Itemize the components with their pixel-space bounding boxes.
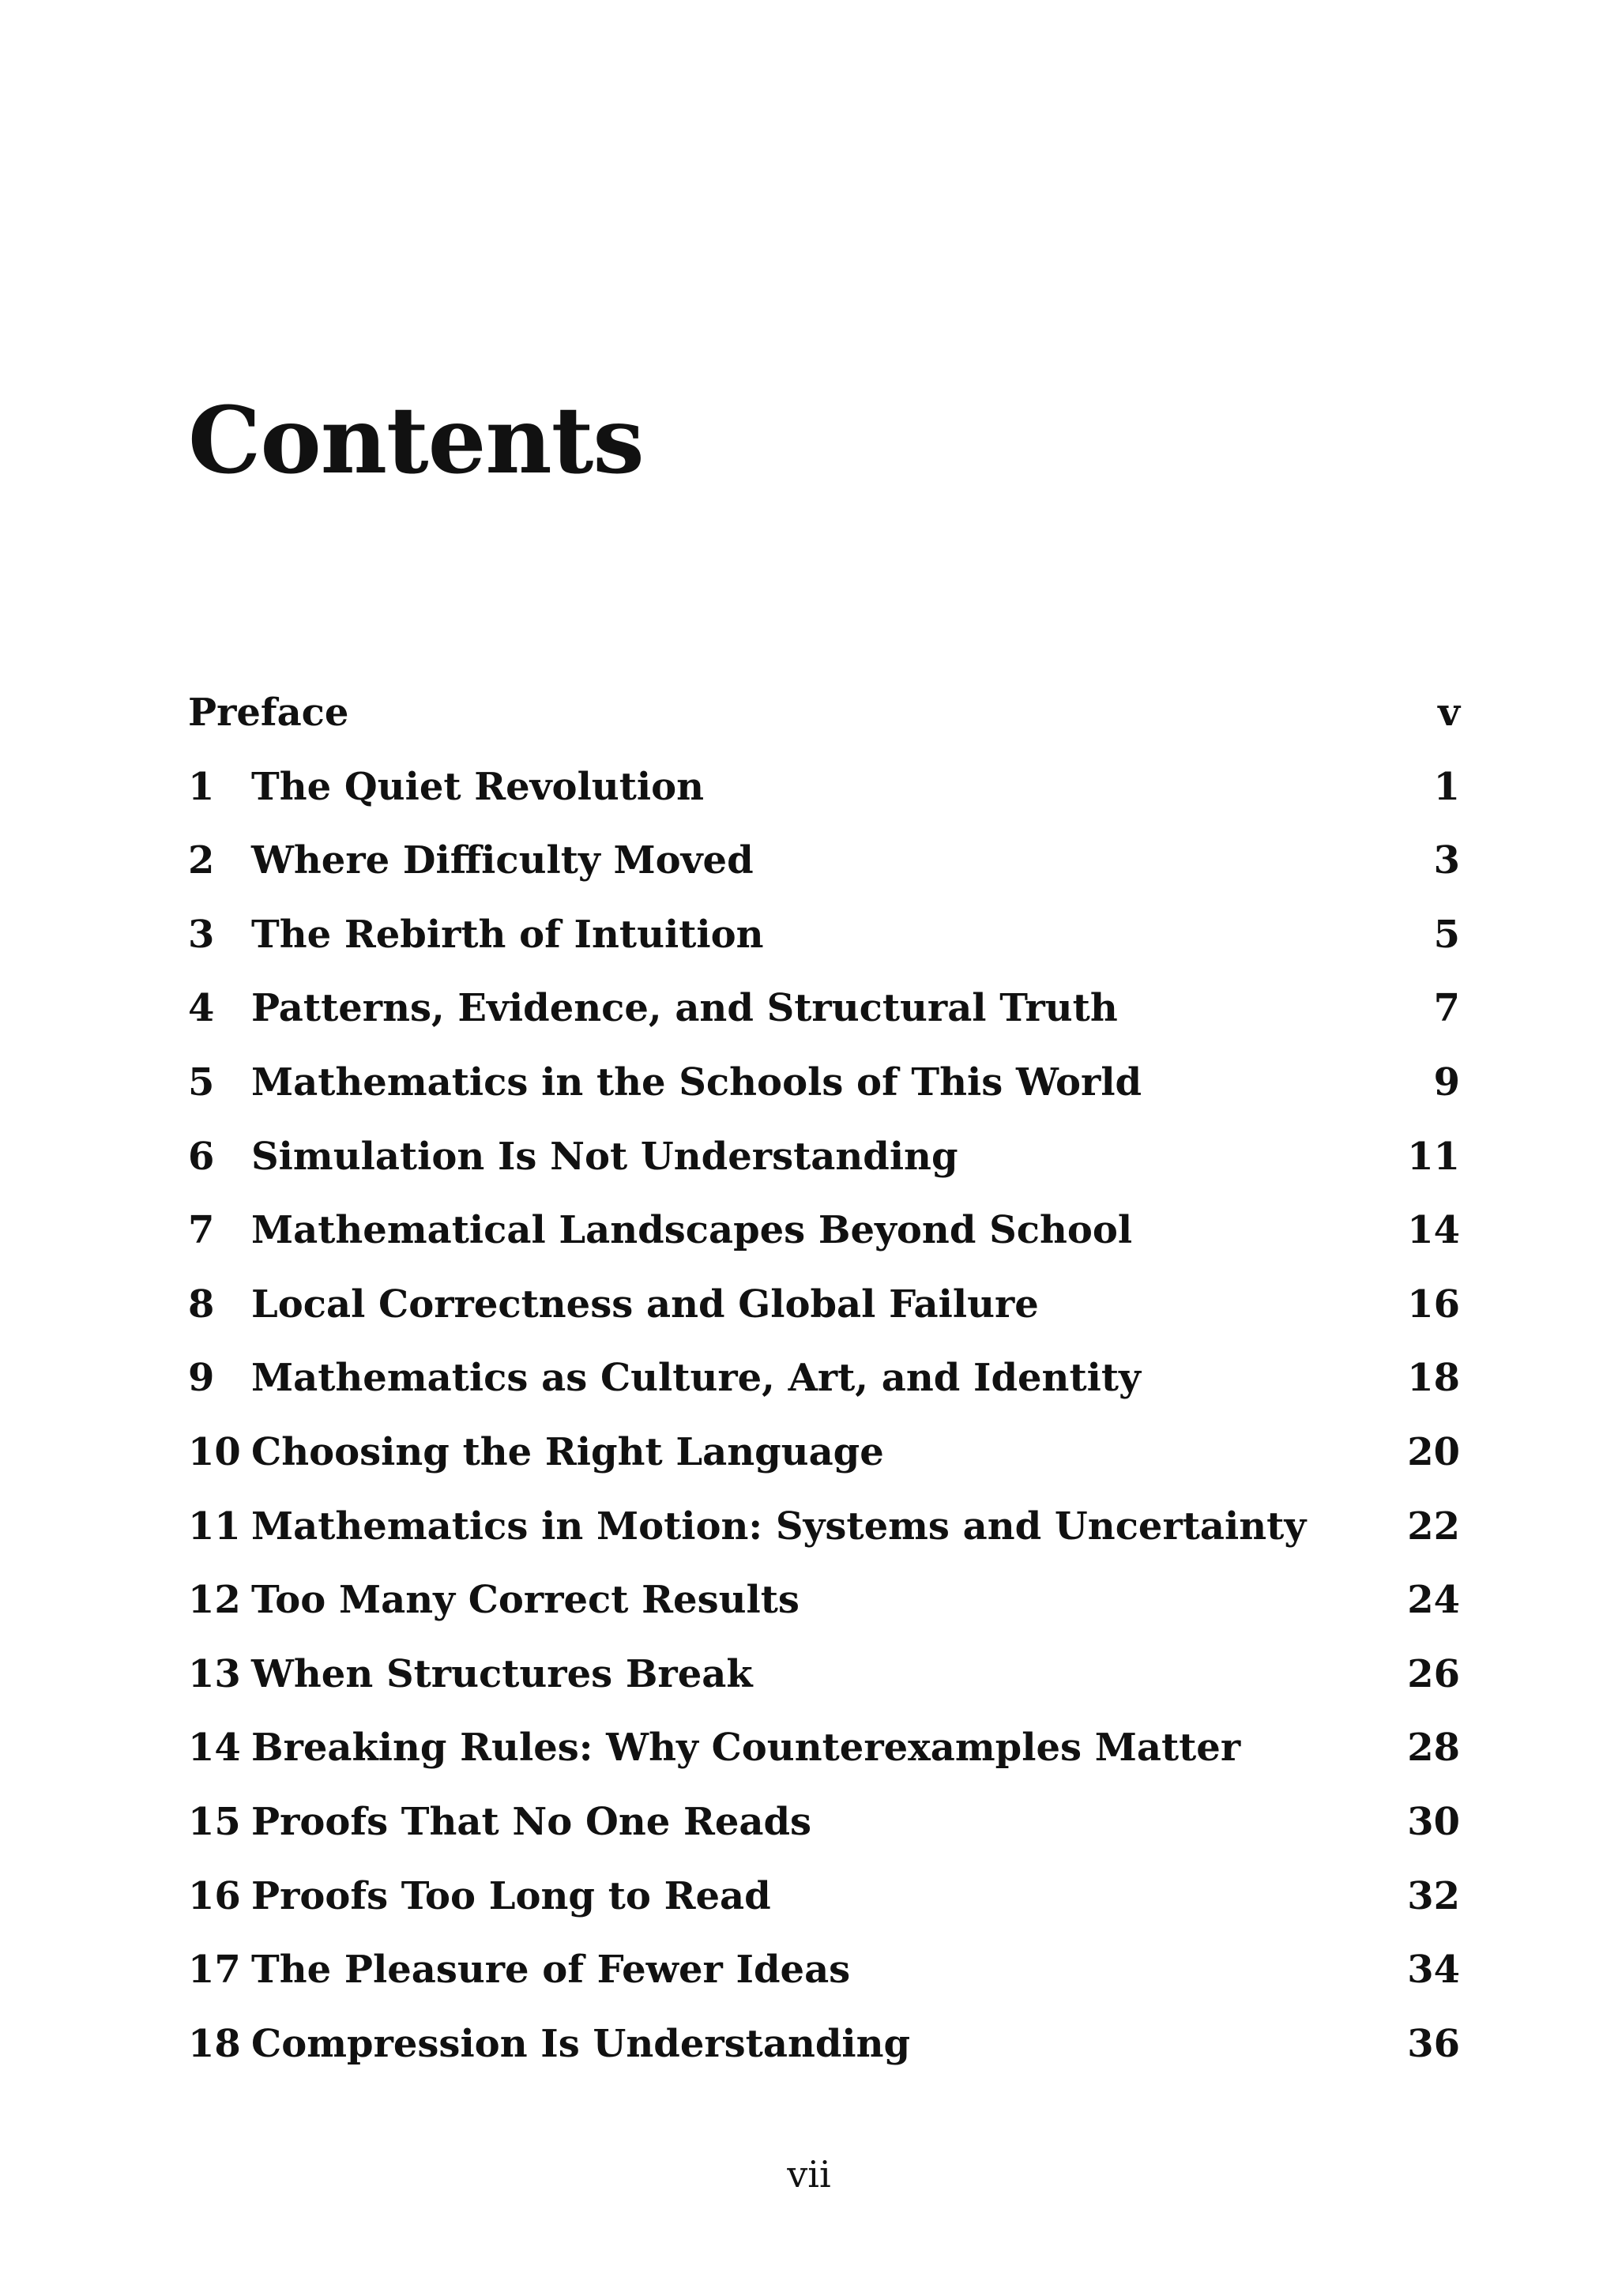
- toc-entry-page: 5: [1433, 912, 1460, 957]
- toc-entry-page: 34: [1407, 1948, 1460, 1993]
- toc-entry-number: 7: [188, 1208, 215, 1253]
- toc-entry-title: The Quiet Revolution: [251, 764, 705, 809]
- toc-entry: [188, 1576, 1460, 1650]
- toc-entry-page: 18: [1407, 1356, 1460, 1401]
- toc-entry: [188, 837, 1460, 911]
- toc-entry-number: 2: [188, 838, 215, 883]
- toc-entry-number: 14: [188, 1726, 241, 1771]
- toc-entry-page: 22: [1407, 1504, 1460, 1549]
- toc-entry-number: 10: [188, 1429, 241, 1474]
- toc-entry-number: 13: [188, 1651, 241, 1696]
- toc-entry-page: 20: [1407, 1429, 1460, 1474]
- toc-entry-number: 8: [188, 1282, 215, 1327]
- toc-entry: [188, 1354, 1460, 1428]
- toc-entry-page: 3: [1433, 838, 1460, 883]
- toc-entry-page: 30: [1407, 1799, 1460, 1844]
- toc-entry-title: Mathematics in Motion: Systems and Uncertainty: [251, 1504, 1307, 1549]
- toc-entry: [188, 1873, 1460, 1947]
- toc-entry: [188, 1206, 1460, 1281]
- toc-entry: [188, 1946, 1460, 2020]
- toc-entry: [188, 1798, 1460, 1873]
- toc-entry-title: Where Difficulty Moved: [251, 838, 754, 883]
- toc-entry-title: Mathematics as Culture, Art, and Identity: [251, 1356, 1141, 1401]
- toc-entry-number: 5: [188, 1060, 215, 1105]
- toc-entry-title: Proofs Too Long to Read: [251, 1873, 771, 1918]
- toc-entry-page: v: [1438, 691, 1460, 735]
- toc-entry-number: 9: [188, 1356, 215, 1401]
- toc-entry-page: 28: [1407, 1726, 1460, 1771]
- toc-entry-page: 1: [1433, 764, 1460, 809]
- toc-entry-preface: [188, 689, 1460, 763]
- toc-entry-page: 26: [1407, 1651, 1460, 1696]
- toc-entry-title: Breaking Rules: Why Counterexamples Matter: [251, 1726, 1241, 1771]
- toc-entry: [188, 911, 1460, 985]
- toc-entry-title: Simulation Is Not Understanding: [251, 1134, 958, 1179]
- toc-entry-title: Local Correctness and Global Failure: [251, 1282, 1039, 1327]
- toc-entry-number: 6: [188, 1134, 215, 1179]
- toc-entry: [188, 1724, 1460, 1798]
- toc-entry-number: 4: [188, 986, 215, 1031]
- toc-entry-title: The Rebirth of Intuition: [251, 912, 764, 957]
- toc-entry-title: Patterns, Evidence, and Structural Truth: [251, 986, 1118, 1031]
- toc-entry: [188, 1281, 1460, 1355]
- toc-entry-number: 3: [188, 912, 215, 957]
- toc-entry-title: Too Many Correct Results: [251, 1578, 800, 1623]
- table-of-contents: [188, 689, 1460, 2094]
- toc-entry-number: 12: [188, 1578, 241, 1623]
- toc-entry-title: The Pleasure of Fewer Ideas: [251, 1948, 851, 1993]
- toc-entry-page: 32: [1407, 1873, 1460, 1918]
- toc-entry-number: 17: [188, 1948, 241, 1993]
- toc-entry-number: 1: [188, 764, 215, 809]
- toc-entry: [188, 984, 1460, 1059]
- toc-entry-page: 7: [1433, 986, 1460, 1031]
- toc-entry-page: 16: [1407, 1282, 1460, 1327]
- toc-entry: [188, 1650, 1460, 1725]
- toc-entry-page: 24: [1407, 1578, 1460, 1623]
- toc-entry-title: Mathematics in the Schools of This World: [251, 1060, 1142, 1105]
- toc-entry-number: 15: [188, 1799, 241, 1844]
- toc-entry-number: 18: [188, 2021, 241, 2066]
- toc-entry-title: Compression Is Understanding: [251, 2021, 911, 2066]
- toc-entry-number: 16: [188, 1873, 241, 1918]
- toc-entry-page: 11: [1407, 1134, 1460, 1179]
- toc-entry-title: Choosing the Right Language: [251, 1429, 884, 1474]
- toc-entry-title: Mathematical Landscapes Beyond School: [251, 1208, 1133, 1253]
- toc-entry: [188, 1059, 1460, 1133]
- toc-entry-number: 11: [188, 1504, 241, 1549]
- toc-entry-title: Proofs That No One Reads: [251, 1799, 812, 1844]
- toc-entry: [188, 1503, 1460, 1577]
- toc-entry-page: 9: [1433, 1060, 1460, 1105]
- toc-entry: [188, 763, 1460, 837]
- toc-entry: [188, 1428, 1460, 1503]
- toc-entry: [188, 1133, 1460, 1207]
- toc-entry-title: Preface: [188, 691, 349, 735]
- page-title: Contents: [188, 387, 644, 495]
- page-number: vii: [787, 2153, 831, 2196]
- toc-entry-page: 14: [1407, 1208, 1460, 1253]
- toc-entry-page: 36: [1407, 2021, 1460, 2066]
- toc-entry: [188, 2020, 1460, 2095]
- toc-entry-title: When Structures Break: [251, 1651, 753, 1696]
